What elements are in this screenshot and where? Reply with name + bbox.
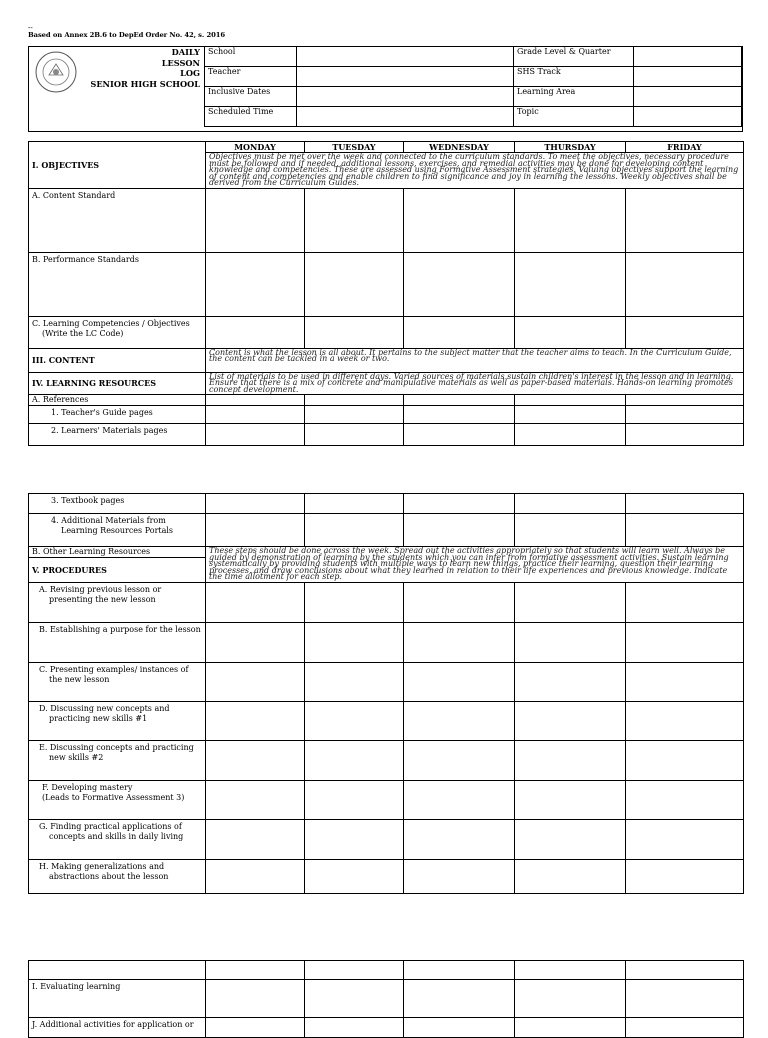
cell[interactable] — [626, 741, 744, 781]
cell[interactable] — [206, 663, 305, 702]
cell[interactable] — [206, 623, 305, 663]
teacher-field[interactable] — [297, 67, 514, 87]
cell[interactable] — [515, 583, 626, 623]
references-label: A. References — [29, 395, 206, 406]
cell[interactable] — [305, 781, 404, 820]
cell[interactable] — [404, 980, 515, 1018]
cell[interactable] — [626, 316, 744, 348]
scheduled-time-field[interactable] — [297, 107, 514, 127]
cell[interactable] — [626, 188, 744, 252]
cell[interactable] — [515, 424, 626, 446]
objectives-table — [28, 141, 744, 446]
cell[interactable] — [305, 702, 404, 741]
day-header: MONDAY — [206, 142, 305, 153]
cell[interactable] — [305, 623, 404, 663]
cell[interactable] — [404, 663, 515, 702]
cell[interactable] — [515, 252, 626, 316]
school-field[interactable] — [297, 47, 514, 67]
learning-competencies-text: C. Learning Competencies / Objectives — [32, 318, 190, 328]
cell[interactable] — [515, 494, 626, 514]
grade-level-field[interactable] — [634, 47, 742, 67]
cell[interactable] — [404, 188, 515, 252]
cell[interactable] — [305, 188, 404, 252]
cell[interactable] — [626, 406, 744, 424]
cell[interactable] — [404, 424, 515, 446]
proc-e-label: E. Discussing concepts and practicing new skills #2 — [29, 741, 206, 781]
cell[interactable] — [305, 741, 404, 781]
day-header: THURSDAY — [515, 142, 626, 153]
cell[interactable] — [206, 961, 305, 980]
cell[interactable] — [206, 1018, 305, 1038]
cell[interactable] — [404, 395, 515, 406]
cell[interactable] — [206, 583, 305, 623]
day-header: WEDNESDAY — [404, 142, 515, 153]
cell[interactable] — [515, 406, 626, 424]
cell[interactable] — [305, 252, 404, 316]
cell[interactable] — [305, 980, 404, 1018]
cell[interactable] — [515, 980, 626, 1018]
cell[interactable] — [515, 514, 626, 547]
cell[interactable] — [515, 395, 626, 406]
cell[interactable] — [206, 514, 305, 547]
content-heading: III. CONTENT — [29, 348, 206, 372]
cell[interactable] — [515, 741, 626, 781]
cell[interactable] — [626, 663, 744, 702]
cell[interactable] — [626, 424, 744, 446]
content-standard-label: A. Content Standard — [29, 188, 206, 252]
procedures-note: These steps should be done across the week. Spread out the activities appropriately so that students will learn well. Always be guided by demonstration of learning by the students which you can infer from formative assessment activities. Sustain learning systematically by providing students with multiple ways to learn new things, practice their learning, question their learning processes, and draw conclusions about what they learned in relation to their life experiences and previous knowledge. Indicate the time allotment for each step. — [206, 547, 744, 583]
cell[interactable] — [404, 781, 515, 820]
cell[interactable] — [206, 252, 305, 316]
proc-j-label: J. Additional activities for application or — [29, 1018, 206, 1038]
title-line: LOG — [180, 68, 200, 78]
proc-f-text: F. Developing mastery — [42, 783, 133, 792]
cell[interactable] — [404, 702, 515, 741]
learners-materials-label: 2. Learners' Materials pages — [29, 424, 206, 446]
cell[interactable] — [404, 406, 515, 424]
proc-f-sub-text: (Leads to Formative Assessment 3) — [42, 793, 185, 802]
cell[interactable] — [404, 820, 515, 860]
cell[interactable] — [206, 395, 305, 406]
proc-i-label: I. Evaluating learning — [29, 980, 206, 1018]
grade-level-label: Grade Level & Quarter — [514, 47, 634, 67]
cell[interactable] — [515, 781, 626, 820]
cell[interactable] — [305, 583, 404, 623]
cell[interactable] — [305, 820, 404, 860]
cell[interactable] — [206, 741, 305, 781]
cell[interactable] — [626, 494, 744, 514]
learning-area-field[interactable] — [634, 87, 742, 107]
cell[interactable] — [206, 494, 305, 514]
title-line: LESSON — [161, 57, 200, 68]
cell[interactable] — [305, 424, 404, 446]
scheduled-time-label: Scheduled Time — [205, 107, 297, 127]
cell[interactable] — [626, 980, 744, 1018]
cell[interactable] — [626, 961, 744, 980]
cell[interactable] — [206, 188, 305, 252]
cell[interactable] — [515, 188, 626, 252]
cell[interactable] — [404, 741, 515, 781]
cell[interactable] — [305, 395, 404, 406]
cell[interactable] — [404, 316, 515, 348]
cell[interactable] — [626, 583, 744, 623]
annex-reference: Based on Annex 2B.6 to DepEd Order No. 42, s. 2016 — [28, 31, 225, 39]
deped-seal-icon — [35, 51, 77, 93]
lc-code-text: (Write the LC Code) — [42, 328, 124, 338]
cell[interactable] — [626, 860, 744, 894]
cell[interactable] — [626, 702, 744, 741]
shs-track-field[interactable] — [634, 67, 742, 87]
topic-field[interactable] — [634, 107, 742, 127]
content-note: Content is what the lesson is all about. It pertains to the subject matter that the teacher aims to teach. In the Curriculum Guide, the content can be tackled in a week or two. — [206, 348, 744, 372]
topic-label: Topic — [514, 107, 634, 127]
cell[interactable] — [206, 860, 305, 894]
learning-competencies-label — [29, 316, 206, 348]
cell[interactable] — [305, 406, 404, 424]
cell[interactable] — [206, 424, 305, 446]
day-header: FRIDAY — [626, 142, 744, 153]
title-line: SENIOR HIGH SCHOOL — [90, 78, 200, 89]
cell[interactable] — [515, 316, 626, 348]
learning-resources-heading: IV. LEARNING RESOURCES — [29, 372, 206, 395]
proc-f-label — [29, 781, 206, 820]
shs-track-label: SHS Track — [514, 67, 634, 87]
cell[interactable] — [206, 781, 305, 820]
cell[interactable] — [626, 252, 744, 316]
cell[interactable] — [404, 494, 515, 514]
cell[interactable] — [515, 820, 626, 860]
cell[interactable] — [305, 961, 404, 980]
cell — [29, 961, 206, 980]
cell[interactable] — [305, 514, 404, 547]
proc-g-label: G. Finding practical applications of concepts and skills in daily living — [29, 820, 206, 860]
objectives-note: Objectives must be met over the week and connected to the curriculum standards. To meet the objectives, necessary procedure must be followed and if needed, additional lessons, exercises, and remedial activities may be done for developing content knowledge and competencies. These are assessed using Formative Assessment strategies. Valuing objectives support the learning of content and competencies and enable children to find significance and joy in learning the lessons. Weekly objectives shall be derived from the Curriculum Guides. — [206, 153, 744, 189]
proc-c-label: C. Presenting examples/ instances of the new lesson — [29, 663, 206, 702]
proc-d-label: D. Discussing new concepts and practicing new skills #1 — [29, 702, 206, 741]
cell[interactable] — [404, 623, 515, 663]
title-line: DAILY — [171, 47, 200, 57]
header-info-table — [204, 46, 742, 127]
inclusive-dates-label: Inclusive Dates — [205, 87, 297, 107]
learning-resources-note: List of materials to be used in different days. Varied sources of materials sustain children's interest in the lesson and in learning. Ensure that there is a mix of concrete and manipulative materials as well as paper-based materials. Hands-on learning promotes concept development. — [206, 372, 744, 395]
textbook-label: 3. Textbook pages — [29, 494, 206, 514]
objectives-heading: I. OBJECTIVES — [29, 142, 206, 189]
cell[interactable] — [404, 252, 515, 316]
cell[interactable] — [404, 860, 515, 894]
cell[interactable] — [626, 514, 744, 547]
cell[interactable] — [515, 860, 626, 894]
dll-title — [80, 47, 200, 89]
cell[interactable] — [515, 702, 626, 741]
cell[interactable] — [404, 583, 515, 623]
cell[interactable] — [206, 406, 305, 424]
cell[interactable] — [206, 702, 305, 741]
top-mark: -- — [28, 24, 33, 32]
procedures-heading: V. PROCEDURES — [29, 558, 206, 583]
cell[interactable] — [515, 663, 626, 702]
cell[interactable] — [305, 316, 404, 348]
teachers-guide-label: 1. Teacher's Guide pages — [29, 406, 206, 424]
cell[interactable] — [515, 961, 626, 980]
teacher-label: Teacher — [205, 67, 297, 87]
cell[interactable] — [305, 860, 404, 894]
cell[interactable] — [404, 514, 515, 547]
proc-b-label: B. Establishing a purpose for the lesson — [29, 623, 206, 663]
cell[interactable] — [626, 820, 744, 860]
cell[interactable] — [206, 820, 305, 860]
cell[interactable] — [404, 1018, 515, 1038]
cell[interactable] — [626, 623, 744, 663]
cell[interactable] — [626, 395, 744, 406]
other-resources-label: B. Other Learning Resources — [29, 547, 206, 558]
cell[interactable] — [515, 1018, 626, 1038]
cell[interactable] — [206, 980, 305, 1018]
cell[interactable] — [305, 494, 404, 514]
cell[interactable] — [206, 316, 305, 348]
cell[interactable] — [305, 663, 404, 702]
inclusive-dates-field[interactable] — [297, 87, 514, 107]
learning-area-label: Learning Area — [514, 87, 634, 107]
cell[interactable] — [626, 781, 744, 820]
performance-standards-label: B. Performance Standards — [29, 252, 206, 316]
cell[interactable] — [404, 961, 515, 980]
evaluation-table — [28, 960, 744, 1038]
cell[interactable] — [515, 623, 626, 663]
proc-h-label: H. Making generalizations and abstractions about the lesson — [29, 860, 206, 894]
day-header: TUESDAY — [305, 142, 404, 153]
proc-a-label: A. Revising previous lesson or presenting the new lesson — [29, 583, 206, 623]
additional-materials-label: 4. Additional Materials from Learning Resources Portals — [29, 514, 206, 547]
cell[interactable] — [305, 1018, 404, 1038]
cell[interactable] — [626, 1018, 744, 1038]
school-label: School — [205, 47, 297, 67]
procedures-table — [28, 493, 744, 894]
